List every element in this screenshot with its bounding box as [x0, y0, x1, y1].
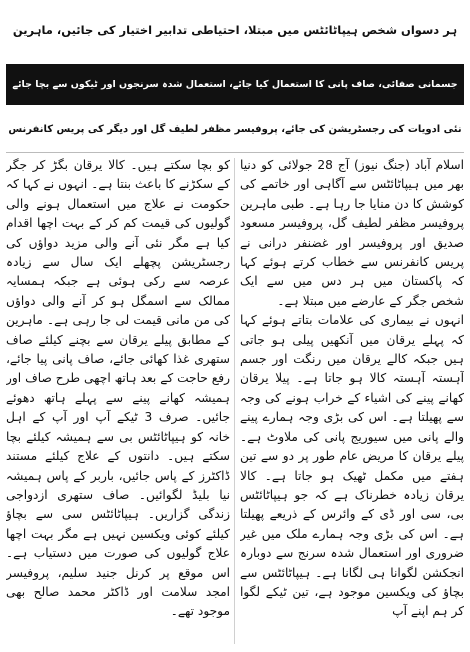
column-text: اسلام آباد (جنگ نیوز) آج 28 جولائی کو دنیا بھر میں ہیپاٹائٹس سے آگاہی اور خاتمے کی کوشش کا دن منایا جا رہا ہے۔ طبی ماہرین پروفیسر مظفر لطیف گل، پروفیسر مسعود صدیق اور پروفیسر اور غضنفر درانی نے پریس کانفرنس سے خطاب کرتے ہوئے کہا کہ پاکستان میں ہر دس میں سے ایک شخص جگر کے عارضے میں مبتلا ہے۔ انہوں نے بیماری کی علامات بتاتے ہوئے کہا کہ پہلے یرقان میں آنکھیں پیلی ہو جاتی ہیں جبکہ کالے یرقان میں رنگت اور جسم آہستہ آہستہ کالا ہو جاتا ہے۔ پیلا یرقان کھانے پینے کی اشیاء کے خراب ہونے کی وجہ سے پھیلتا ہے۔ اس کی بڑی وجہ ہمارے پینے والے پانی میں سیوریج پانی کی ملاوٹ ہے۔ پیلے یرقان کا مریض عام طور پر دو سے تین ہفتے میں مکمل ٹھیک ہو جاتا ہے۔ کالا یرقان زیادہ خطرناک ہے کہ جو ہیپاٹائٹس بی، سی اور ڈی کے وائرس کے ذریعے پھیلتا ہے۔ اس کی بڑی وجہ ہمارے ملک میں غیر ضروری اور استعمال شدہ سرنج سے دوبارہ انجکشن لگوانا ہی لگانا ہے۔ ہیپاٹائٹس سے بچاؤ کی ویکسین موجود ہے، تین ٹیکے لگوا کر ہم اپنے آپ: [240, 158, 464, 619]
column-text: کو بچا سکتے ہیں۔ کالا یرقان بگڑ کر جگر کے سکڑنے کا باعث بنتا ہے۔ انہوں نے کہا کہ حکومت نے علاج میں استعمال ہونے والی گولیوں کی قیمت کم کر کے بہت اچھا اقدام کیا ہے مگر نئی آنے والی مزید دواؤں کی رجسٹریشن پچھلے ایک سال سے زیادہ عرصہ سے رکی ہوئی ہے جبکہ ہمسایہ ممالک سے اسمگل ہو کر آنے والی دواؤں کی من مانی قیمت لی جا رہی ہے۔ ماہرین کے مطابق پیلے یرقان سے بچنے کیلئے صاف ستھری غذا کھائی جائے، صاف پانی پیا جائے، رفع حاجت کے بعد ہاتھ اچھی طرح صاف اور ہمیشہ کھانے پینے سے پہلے ہاتھ دھوئے جائیں۔ صرف 3 ٹیکے آپ اور آپ کے اہل خانہ کو ہیپاٹائٹس بی سے ہمیشہ کیلئے بچا سکتے ہیں۔ دانتوں کے علاج کیلئے مستند ڈاکٹرز کے پاس جائیں، باربر کے پاس ہمیشہ نیا بلیڈ لگوائیں۔ صاف ستھری ازدواجی زندگی گزاریں۔ ہیپاٹائٹس سی سے بچاؤ کیلئے کوئی ویکسین نہیں ہے مگر بہت اچھا علاج گولیوں کی صورت میں دستیاب ہے۔ اس موقع پر کرنل جنید سلیم، پروفیسر امجد سلامت اور ڈاکٹر محمد صالح بھی موجود تھے۔: [6, 158, 230, 619]
article-column-right: [240, 156, 464, 646]
main-headline: ہر دسواں شخص ہیپاٹائٹس میں مبتلا، احتیاطی تدابیر اختیار کی جائیں، ماہرین: [12, 23, 458, 37]
column-divider: [234, 158, 235, 644]
third-headline: نئی ادویات کی رجسٹریشن کی جائے، پروفیسر مظفر لطیف گل اور دیگر کی پریس کانفرنس: [8, 124, 462, 135]
headline-divider: [6, 152, 464, 153]
article-body: [6, 156, 464, 646]
second-headline-banner: جسمانی صفائی، صاف پانی کا استعمال کیا جائے، استعمال شدہ سرنجوں اور ٹیکوں سے بچا جائے: [6, 64, 464, 105]
article-column-left: [6, 156, 230, 646]
column-gutter: [230, 156, 240, 646]
